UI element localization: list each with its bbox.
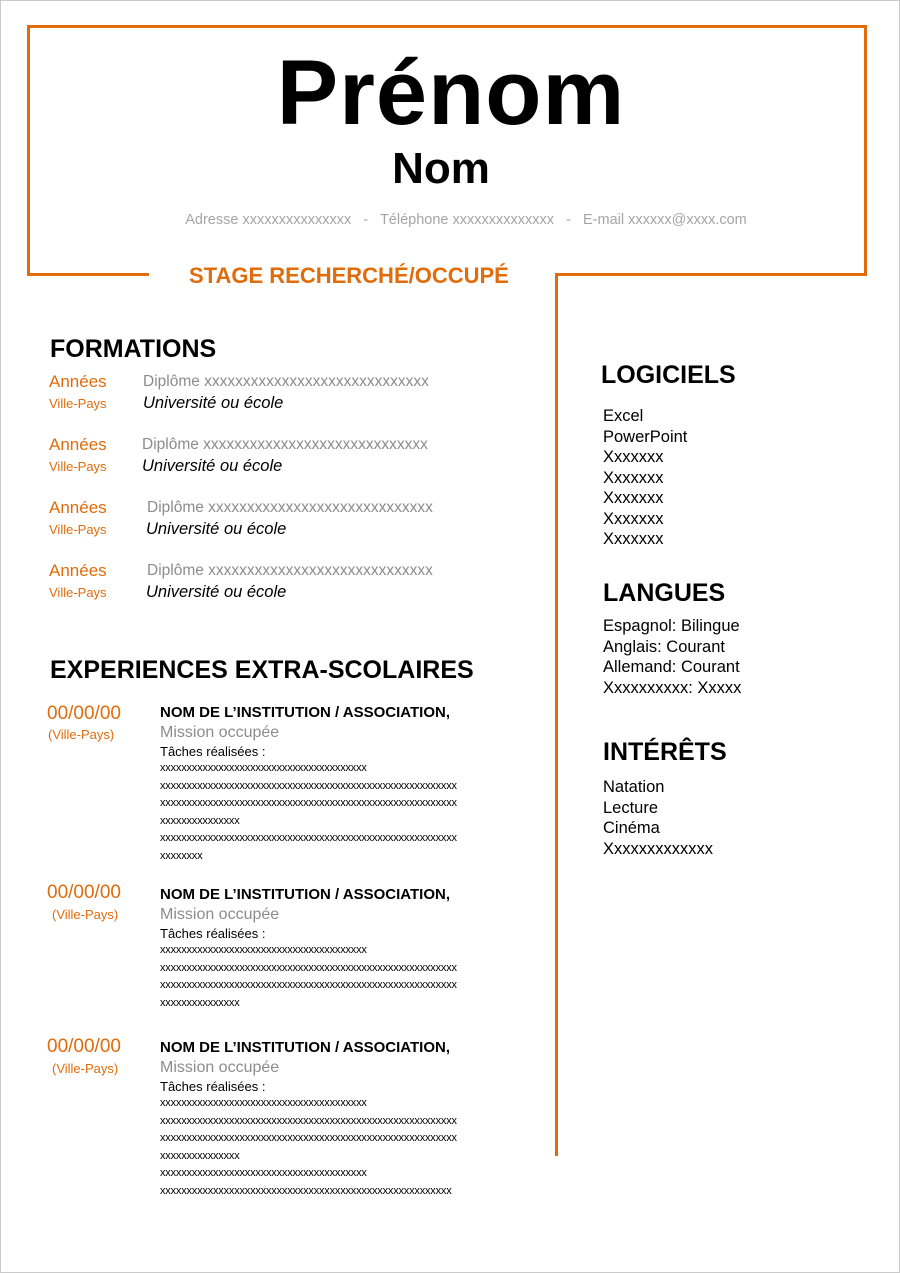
experience-task-line: xxxxxxxxxxxxxxxxxxxxxxxxxxxxxxxxxxxxxxxxxxxxxxxxxxxxxxxx (160, 1132, 457, 1144)
experience-date: 00/00/00 (47, 1036, 121, 1057)
experience-task-line: xxxxxxxxxxxxxxxxxxxxxxxxxxxxxxxxxxxxxxxxxxxxxxxxxxxxxxxx (160, 797, 457, 809)
experience-task-line: xxxxxxxxxxxxxxx (160, 1149, 240, 1162)
language-item: Espagnol: Bilingue (603, 617, 740, 635)
interest-item: Xxxxxxxxxxxxx (603, 839, 714, 858)
formation-city: Ville-Pays (49, 522, 107, 537)
language-item: Allemand: Courant (603, 658, 740, 676)
experience-location: (Ville-Pays) (52, 907, 119, 922)
column-divider (555, 273, 558, 1156)
experience-tasks-label: Tâches réalisées : (160, 744, 266, 759)
formation-degree: Diplôme xxxxxxxxxxxxxxxxxxxxxxxxxxxxx (143, 373, 429, 390)
interests-title: INTÉRÊTS (603, 738, 727, 766)
interest-item: Natation (603, 778, 665, 796)
experience-task-line: xxxxxxxxxxxxxxxxxxxxxxxxxxxxxxxxxxxxxxxxxxxxxxxxxxxxxxxx (160, 832, 457, 844)
software-title: LOGICIELS (601, 361, 736, 389)
experience-mission: Mission occupée (160, 1059, 280, 1076)
formation-years: Années (49, 435, 107, 454)
experience-task-line: xxxxxxxxxxxxxxxxxxxxxxxxxxxxxxxxxxxxxxx (160, 944, 367, 956)
interests-list (603, 777, 713, 859)
formation-years: Années (49, 561, 107, 580)
frame-bottom-right (555, 273, 867, 276)
language-item: Anglais: Courant (603, 637, 725, 656)
language-item: Xxxxxxxxxx: Xxxxx (603, 678, 742, 697)
first-name: Prénom (276, 42, 626, 144)
experience-date: 00/00/00 (47, 882, 121, 903)
software-item: PowerPoint (603, 427, 688, 446)
formations-title: FORMATIONS (50, 335, 217, 363)
experience-tasks-label: Tâches réalisées : (160, 1079, 266, 1094)
experience-task-line: xxxxxxxxxxxxxxxxxxxxxxxxxxxxxxxxxxxxxxx (160, 762, 367, 774)
formation-degree: Diplôme xxxxxxxxxxxxxxxxxxxxxxxxxxxxx (142, 436, 428, 453)
formation-city: Ville-Pays (49, 585, 107, 600)
formation-years: Années (49, 498, 107, 517)
software-item: Xxxxxxx (603, 509, 664, 528)
experience-tasks-label: Tâches réalisées : (160, 926, 266, 941)
formation-degree: Diplôme xxxxxxxxxxxxxxxxxxxxxxxxxxxxx (147, 562, 433, 579)
experience-location: (Ville-Pays) (48, 727, 115, 742)
frame-bottom-left (27, 273, 149, 276)
formation-city: Ville-Pays (49, 396, 107, 411)
experience-mission: Mission occupée (160, 724, 280, 741)
experience-institution: NOM DE L’INSTITUTION / ASSOCIATION, (160, 704, 451, 721)
experience-institution: NOM DE L’INSTITUTION / ASSOCIATION, (160, 886, 451, 903)
software-item: Xxxxxxx (603, 530, 664, 548)
experience-task-line: xxxxxxxxxxxxxxxxxxxxxxxxxxxxxxxxxxxxxxxxxxxxxxxxxxxxxxxx (160, 961, 457, 974)
software-item: Xxxxxxx (603, 489, 664, 507)
formation-school: Université ou école (143, 394, 284, 412)
experience-task-line: xxxxxxxxxxxxxxxxxxxxxxxxxxxxxxxxxxxxxxxxxxxxxxxxxxxxxxxx (160, 1114, 457, 1127)
formation-degree: Diplôme xxxxxxxxxxxxxxxxxxxxxxxxxxxxx (147, 499, 433, 516)
software-item: Xxxxxxx (603, 468, 664, 487)
software-item: Excel (603, 407, 644, 425)
formation-school: Université ou école (146, 520, 287, 538)
formation-school: Université ou école (142, 457, 283, 475)
internship-title: STAGE RECHERCHÉ/OCCUPÉ (189, 263, 509, 288)
experience-task-line: xxxxxxxxxxxxxxx (160, 996, 240, 1009)
experience-task-line: xxxxxxxxxxxxxxx (160, 814, 240, 827)
experience-details (160, 884, 520, 1012)
frame-top (27, 25, 867, 28)
experience-task-line: xxxxxxxxxxxxxxxxxxxxxxxxxxxxxxxxxxxxxxxxxxxxxxxxxxxxxxxx (160, 979, 457, 991)
languages-list (603, 616, 741, 698)
software-item: Xxxxxxx (603, 448, 664, 466)
experience-date: 00/00/00 (47, 703, 121, 724)
contact-line: Adresse xxxxxxxxxxxxxxx - Téléphone xxxxxxxxxxxxxx - E-mail xxxxxx@xxxx.com (185, 212, 747, 228)
interest-item: Cinéma (603, 819, 660, 837)
experience-task-line: xxxxxxxxxxxxxxxxxxxxxxxxxxxxxxxxxxxxxxx (160, 1097, 367, 1109)
experience-task-line: xxxxxxxx (160, 849, 203, 862)
experience-task-line: xxxxxxxxxxxxxxxxxxxxxxxxxxxxxxxxxxxxxxx (160, 1167, 367, 1179)
formation-city: Ville-Pays (49, 459, 107, 474)
experience-task-line: xxxxxxxxxxxxxxxxxxxxxxxxxxxxxxxxxxxxxxxxxxxxxxxxxxxxxxx (160, 1184, 452, 1197)
experiences-title: EXPERIENCES EXTRA-SCOLAIRES (50, 656, 474, 684)
experience-mission: Mission occupée (160, 906, 280, 923)
experience-task-line: xxxxxxxxxxxxxxxxxxxxxxxxxxxxxxxxxxxxxxxxxxxxxxxxxxxxxxxx (160, 779, 457, 792)
experience-institution: NOM DE L’INSTITUTION / ASSOCIATION, (160, 1039, 451, 1056)
experience-details (160, 702, 520, 865)
experience-details (160, 1037, 520, 1200)
experience-location: (Ville-Pays) (52, 1061, 119, 1076)
software-list (603, 406, 687, 550)
languages-title: LANGUES (603, 579, 726, 607)
last-name: Nom (392, 144, 490, 193)
formation-school: Université ou école (146, 583, 287, 601)
formation-years: Années (49, 372, 107, 391)
interest-item: Lecture (603, 798, 659, 817)
